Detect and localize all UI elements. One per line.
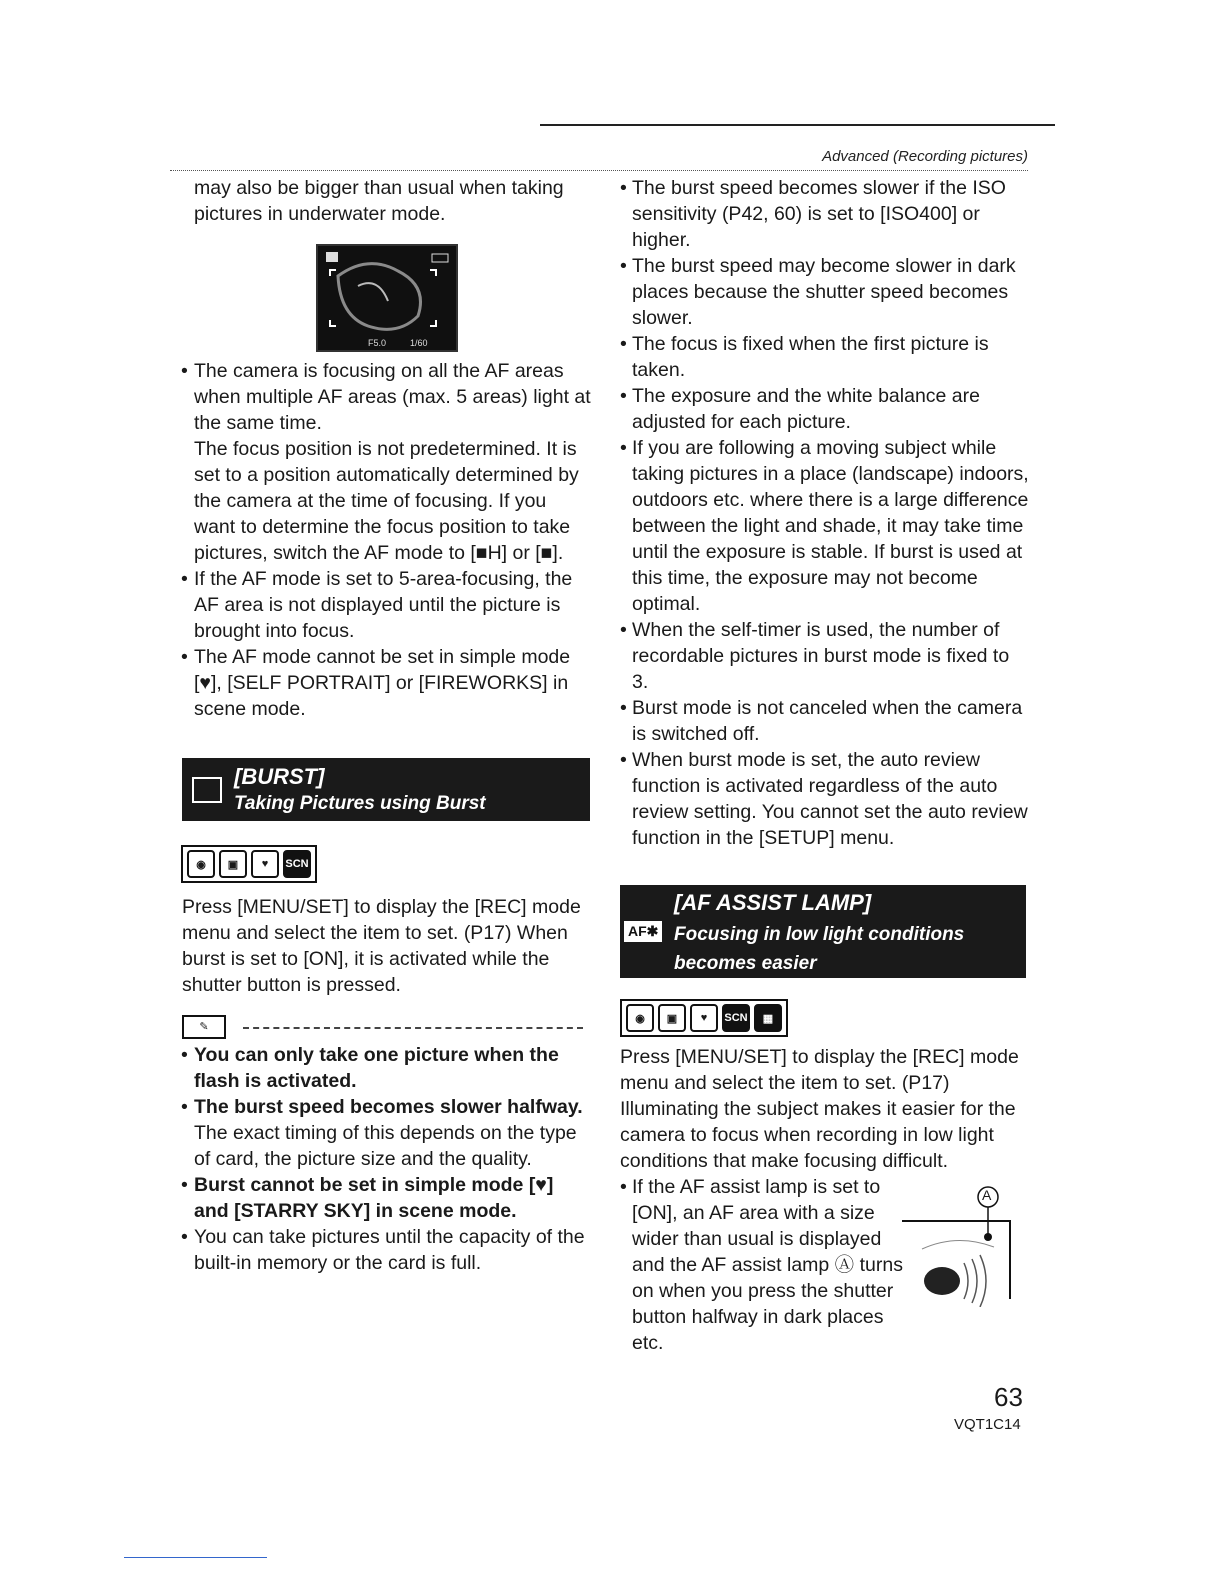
lcd-screen-image: [316, 244, 458, 352]
list-item: • The burst speed becomes slower halfway. The exact timing of this depends on the type of card, the picture size and the quality.: [181, 1094, 591, 1172]
heart-icon: ♥: [251, 850, 279, 878]
camera-box-icon: ▣: [219, 850, 247, 878]
list-item: • If the AF mode is set to 5-area-focusing, the AF area is not displayed until the picture is brought into focus.: [181, 566, 591, 644]
header-rule: [170, 170, 1028, 171]
burst-notes: [181, 1042, 591, 1276]
camera-icon: ◉: [187, 850, 215, 878]
burst-subtitle: Taking Pictures using Burst: [234, 793, 486, 814]
scn-icon: SCN: [722, 1004, 750, 1032]
scn-icon: SCN: [283, 850, 311, 878]
list-item: • If you are following a moving subject while taking pictures in a place (landscape) indoors, outdoors etc. where there is a large difference between the light and shade, it may take time until the exposure is stable. If burst is used at this time, the exposure may not become optimal.: [620, 435, 1030, 617]
list-item: • You can only take one picture when the flash is activated.: [181, 1042, 591, 1094]
camera-box-icon: ▣: [658, 1004, 686, 1032]
film-icon: ▦: [754, 1004, 782, 1032]
divider: [243, 1027, 583, 1029]
list-item: • The AF mode cannot be set in simple mode [♥], [SELF PORTRAIT] or [FIREWORKS] in scene mode.: [181, 644, 591, 722]
lcd-shutter: 1/60: [410, 338, 428, 348]
list-item: • The exposure and the white balance are adjusted for each picture.: [620, 383, 1030, 435]
burst-press-text: Press [MENU/SET] to display the [REC] mode menu and select the item to set. (P17) When burst is set to [ON], it is activated while the shutter button is pressed.: [182, 896, 581, 996]
burst-title: [BURST]: [234, 764, 325, 789]
list-item: • When the self-timer is used, the number of recordable pictures in burst mode is fixed to 3.: [620, 617, 1030, 695]
page-number: 63: [994, 1382, 1023, 1412]
list-item: • Burst mode is not canceled when the camera is switched off.: [620, 695, 1030, 747]
list-item: • You can take pictures until the capacity of the built-in memory or the card is full.: [181, 1224, 591, 1276]
burst-banner: [182, 758, 590, 821]
list-item: • The burst speed becomes slower if the ISO sensitivity (P42, 60) is set to [ISO400] or higher.: [620, 175, 1030, 253]
left-bullets: [181, 358, 591, 722]
mode-icons: [181, 845, 317, 883]
af-assist-icon: AF✱: [624, 921, 662, 942]
right-bullets: [620, 175, 1030, 851]
list-item: • The focus is fixed when the first picture is taken.: [620, 331, 1030, 383]
af-assist-title: [AF ASSIST LAMP]: [674, 890, 872, 915]
mode-icons: [620, 999, 788, 1037]
list-item: • The camera is focusing on all the AF areas when multiple AF areas (max. 5 areas) light at the same time.: [181, 358, 591, 436]
intro-text: may also be bigger than usual when taking pictures in underwater mode.: [194, 177, 564, 225]
lamp-label: A: [982, 1187, 992, 1203]
focus-note: The focus position is not predetermined. It is set to a position automatically determined by the camera at the time of focusing. If you want to determine the focus position to take pictures, switch the AF mode to [■H] or [■].: [194, 438, 579, 564]
heart-icon: ♥: [690, 1004, 718, 1032]
footer-line: [124, 1557, 267, 1558]
top-rule: [540, 124, 1055, 126]
section-header: Advanced (Recording pictures): [822, 148, 1028, 165]
list-item: • The burst speed may become slower in dark places because the shutter speed becomes slower.: [620, 253, 1030, 331]
list-item: • When burst mode is set, the auto review function is activated regardless of the auto review setting. You cannot set the auto review function in the [SETUP] menu.: [620, 747, 1030, 851]
af-area-illustration: [318, 246, 456, 350]
burst-icon: [192, 777, 222, 803]
af-assist-banner: [620, 885, 1026, 978]
af-lamp-note: • If the AF assist lamp is set to [ON], an AF area with a size wider than usual is displayed and the AF assist lamp Ⓐ turns on when you press the shutter button halfway in dark places etc.: [620, 1174, 904, 1356]
af-lamp-illustration: [902, 1183, 1022, 1307]
af-press-text: Press [MENU/SET] to display the [REC] mode menu and select the item to set. (P17) Illuminating the subject makes it easier for the camera to focus when recording in low light conditions that make focusing difficult.: [620, 1046, 1019, 1172]
af-assist-subtitle: Focusing in low light conditions becomes easier: [674, 924, 965, 974]
memo-icon: ✎: [182, 1015, 226, 1039]
camera-icon: ◉: [626, 1004, 654, 1032]
lcd-aperture: F5.0: [368, 338, 387, 348]
model-code: VQT1C14: [954, 1416, 1021, 1433]
list-item: • Burst cannot be set in simple mode [♥] and [STARRY SKY] in scene mode.: [181, 1172, 591, 1224]
